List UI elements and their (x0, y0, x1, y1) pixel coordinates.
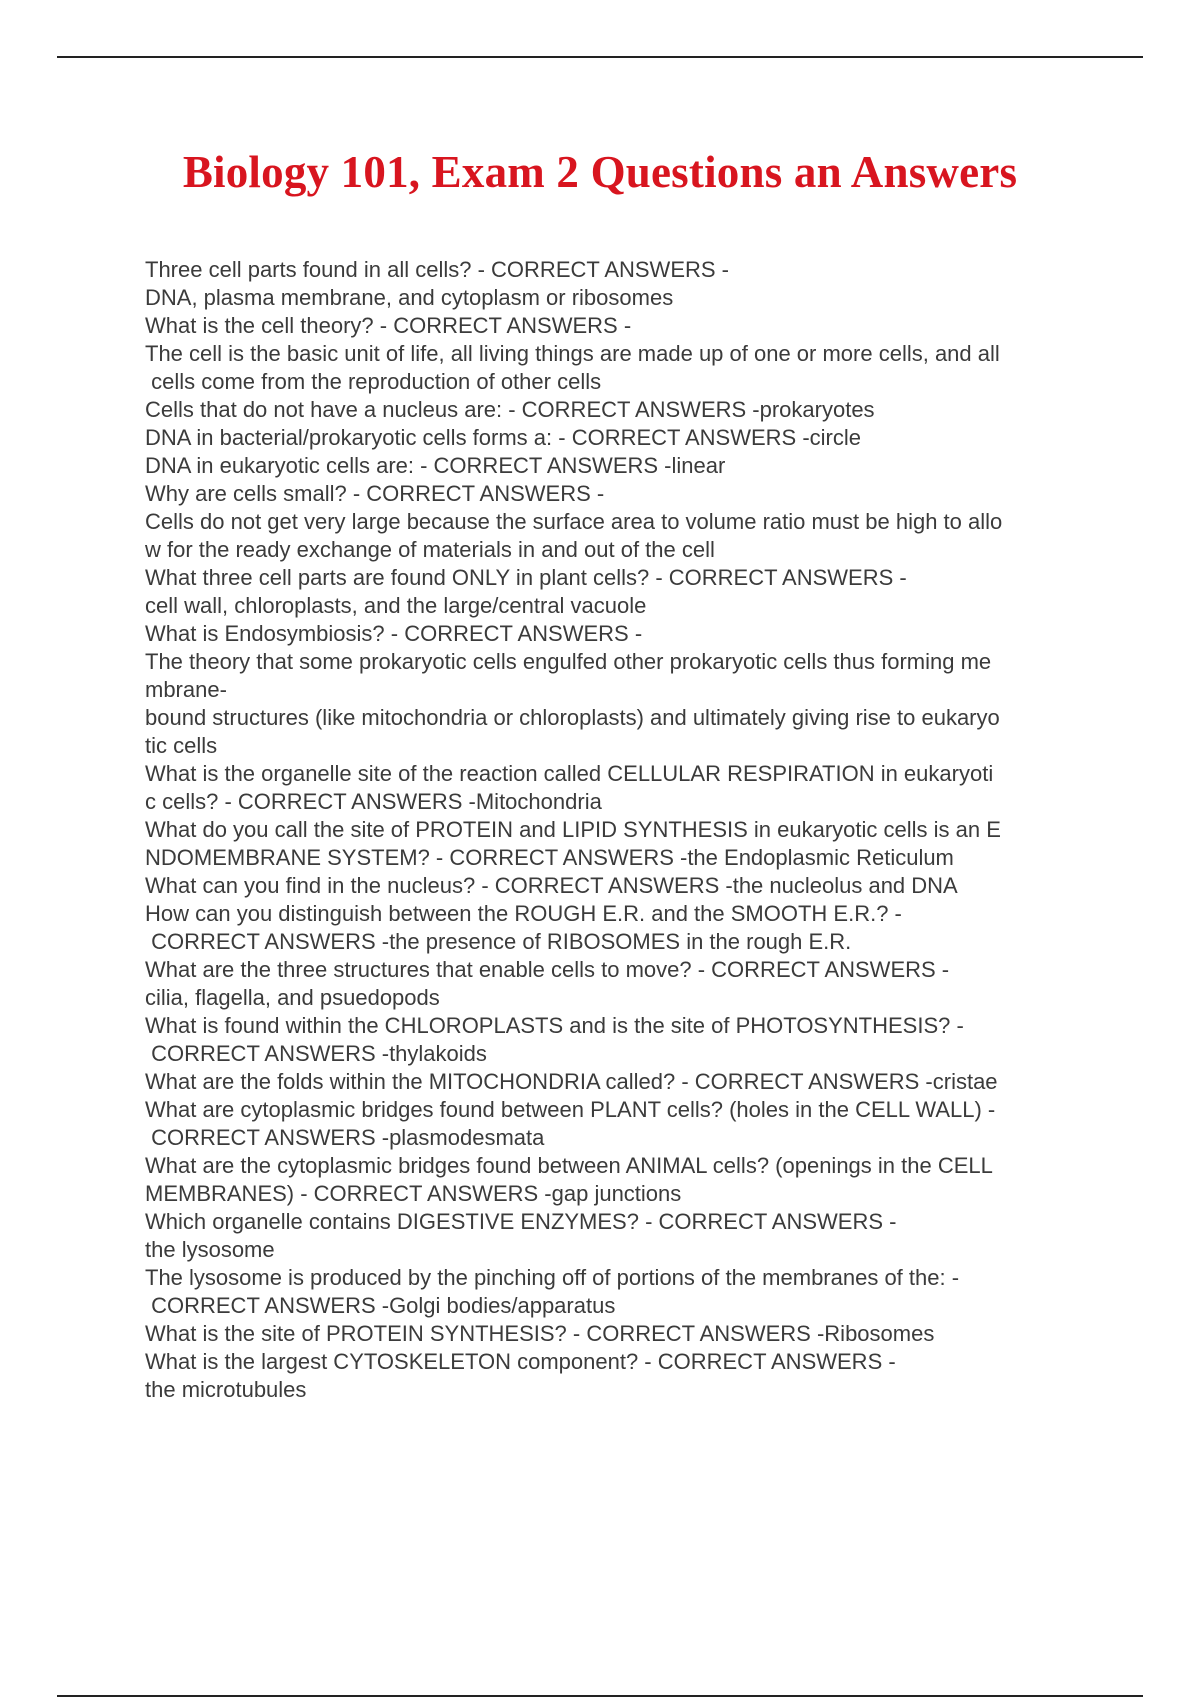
text-line: What are the folds within the MITOCHONDRIA called? - CORRECT ANSWERS -cristae (145, 1069, 998, 1094)
text-line: DNA in bacterial/prokaryotic cells forms a: - CORRECT ANSWERS -circle (145, 425, 861, 450)
text-line: Which organelle contains DIGESTIVE ENZYMES? - CORRECT ANSWERS - (145, 1209, 897, 1234)
text-line: bound structures (like mitochondria or chloroplasts) and ultimately giving rise to eukaryo (145, 705, 1000, 730)
text-line: Why are cells small? - CORRECT ANSWERS - (145, 481, 605, 506)
text-line: DNA in eukaryotic cells are: - CORRECT ANSWERS -linear (145, 453, 726, 478)
text-line: Cells that do not have a nucleus are: - CORRECT ANSWERS -prokaryotes (145, 397, 875, 422)
text-line: Cells do not get very large because the surface area to volume ratio must be high to allo (145, 509, 1003, 534)
text-line: CORRECT ANSWERS -plasmodesmata (145, 1125, 545, 1150)
text-line: cells come from the reproduction of other cells (145, 369, 602, 394)
text-line: How can you distinguish between the ROUGH E.R. and the SMOOTH E.R.? - (145, 901, 902, 926)
text-line: mbrane- (145, 677, 227, 702)
text-line: tic cells (145, 733, 218, 758)
footer-rule (57, 1695, 1143, 1697)
text-line: What is the organelle site of the reaction called CELLULAR RESPIRATION in eukaryoti (145, 761, 994, 786)
text-line: c cells? - CORRECT ANSWERS -Mitochondria (145, 789, 602, 814)
text-line: What is Endosymbiosis? - CORRECT ANSWERS - (145, 621, 643, 646)
text-line: What are the cytoplasmic bridges found between ANIMAL cells? (openings in the CELL (145, 1153, 993, 1178)
text-line: What do you call the site of PROTEIN and LIPID SYNTHESIS in eukaryotic cells is an E (145, 817, 1001, 842)
text-line: cell wall, chloroplasts, and the large/central vacuole (145, 593, 647, 618)
text-line: What is the cell theory? - CORRECT ANSWERS - (145, 313, 632, 338)
text-line: What can you find in the nucleus? - CORRECT ANSWERS -the nucleolus and DNA (145, 873, 958, 898)
text-line: DNA, plasma membrane, and cytoplasm or ribosomes (145, 285, 674, 310)
text-line: MEMBRANES) - CORRECT ANSWERS -gap junctions (145, 1181, 682, 1206)
text-line: What three cell parts are found ONLY in plant cells? - CORRECT ANSWERS - (145, 565, 907, 590)
text-line: the microtubules (145, 1377, 307, 1402)
text-line: cilia, flagella, and psuedopods (145, 985, 440, 1010)
text-line: CORRECT ANSWERS -the presence of RIBOSOMES in the rough E.R. (145, 929, 852, 954)
header-rule (57, 56, 1143, 58)
text-line: What are cytoplasmic bridges found between PLANT cells? (holes in the CELL WALL) - (145, 1097, 996, 1122)
text-line: CORRECT ANSWERS -Golgi bodies/apparatus (145, 1293, 616, 1318)
text-line: w for the ready exchange of materials in and out of the cell (145, 537, 715, 562)
text-line: The lysosome is produced by the pinching off of portions of the membranes of the: - (145, 1265, 960, 1290)
text-line: What is the largest CYTOSKELETON component? - CORRECT ANSWERS - (145, 1349, 896, 1374)
qa-text-body (145, 256, 1095, 1404)
text-line: The theory that some prokaryotic cells engulfed other prokaryotic cells thus forming me (145, 649, 992, 674)
text-line: What is found within the CHLOROPLASTS and is the site of PHOTOSYNTHESIS? - (145, 1013, 964, 1038)
text-line: NDOMEMBRANE SYSTEM? - CORRECT ANSWERS -the Endoplasmic Reticulum (145, 845, 954, 870)
text-line: What is the site of PROTEIN SYNTHESIS? - CORRECT ANSWERS -Ribosomes (145, 1321, 935, 1346)
text-line: What are the three structures that enable cells to move? - CORRECT ANSWERS - (145, 957, 950, 982)
text-line: Three cell parts found in all cells? - CORRECT ANSWERS - (145, 257, 729, 282)
text-line: The cell is the basic unit of life, all living things are made up of one or more cells, and all (145, 341, 1000, 366)
text-line: the lysosome (145, 1237, 275, 1262)
text-line: CORRECT ANSWERS -thylakoids (145, 1041, 487, 1066)
document-title: Biology 101, Exam 2 Questions an Answers (182, 147, 1018, 197)
